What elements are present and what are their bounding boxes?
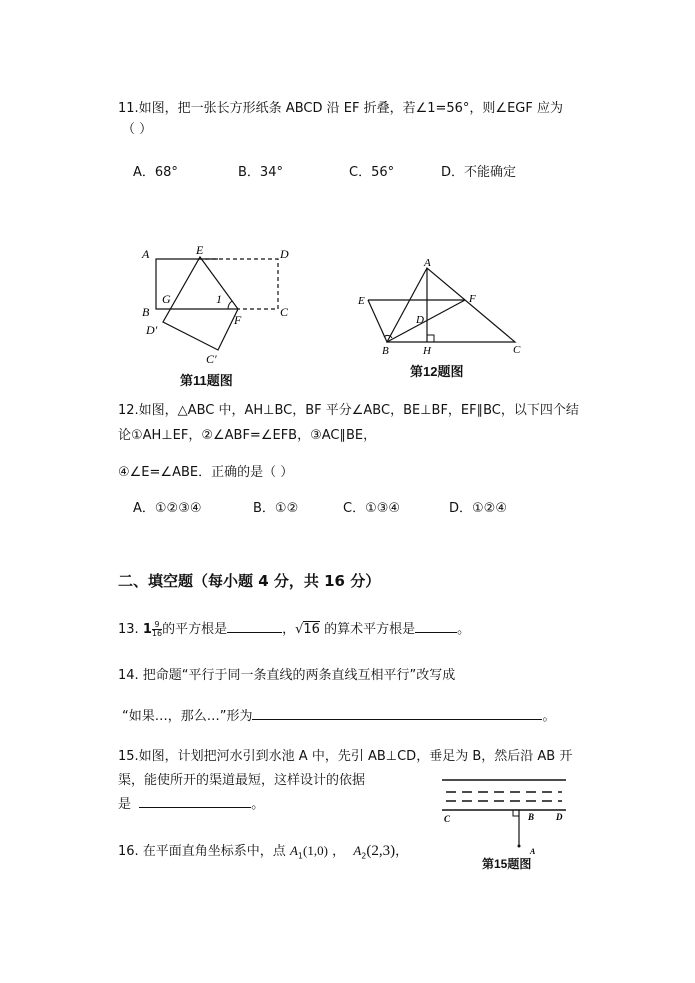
q12-line1: 12.如图，△ABC 中，AH⊥BC，BF 平分∠ABC，BE⊥BF，EF∥BC，以下四个结 — [118, 403, 579, 418]
figure-15-caption: 第15题图 — [482, 857, 532, 871]
q16-a1-coord: (1,0) — [303, 843, 328, 858]
fig12-line-eb — [368, 300, 387, 342]
q16-sep: ， — [332, 844, 346, 859]
q11-line1: 11.如图，把一张长方形纸条 ABCD 沿 EF 折叠，若∠1=56°，则∠EGF 应为 — [118, 101, 563, 116]
fig12-label-e: E — [358, 295, 365, 307]
q13-sqrt-symbol: √ — [295, 622, 304, 637]
fig12-label-c: C — [513, 344, 521, 356]
q13-sqrt-arg: 16 — [303, 622, 320, 637]
q15-end: 。 — [251, 797, 265, 812]
figure-12-caption: 第12题图 — [410, 364, 464, 379]
q16-a1-sub: 1 — [297, 851, 303, 861]
q14-blank[interactable] — [252, 707, 542, 720]
fig15-label-a: A — [530, 847, 536, 856]
q15-line2: 渠，能使所开的渠道最短，这样设计的依据 — [118, 773, 366, 788]
q11-option-d: D．不能确定 — [441, 165, 517, 180]
fig11-folded-part — [163, 257, 238, 350]
q16-a2: A — [353, 843, 362, 858]
fig11-label-f: F — [234, 313, 242, 327]
q14-line1: 14. 把命题“平行于同一条直线的两条直线互相平行”改写成 — [118, 668, 456, 683]
fig11-label-a: A — [142, 247, 150, 261]
q13-end: 。 — [457, 622, 471, 637]
q12-line3: ④∠E=∠ABE．正确的是（ ） — [118, 465, 294, 480]
figure-11-diagram — [138, 240, 298, 370]
q11-option-a: A．68° — [133, 165, 178, 180]
q13-frac-num: 9 — [152, 621, 162, 630]
fig12-label-b: B — [382, 345, 389, 357]
q15-line3-wrap — [118, 793, 264, 812]
figure-15-diagram — [438, 774, 570, 856]
figure-12-diagram — [350, 255, 530, 360]
q16-a2-sub: 2 — [361, 851, 367, 861]
q12-line2: 论①AH⊥EF，②∠ABF=∠EFB，③AC∥BE， — [118, 428, 377, 443]
q16-line — [118, 840, 408, 861]
q16-a2-coord: (2,3) — [366, 843, 396, 859]
fig15-point-a — [518, 845, 521, 848]
q14-line2-wrap — [122, 705, 556, 724]
q14-end: 。 — [542, 709, 556, 724]
q11-option-b: B．34° — [238, 165, 283, 180]
q13-frac-den: 16 — [151, 629, 163, 638]
fig15-right-angle — [513, 810, 519, 816]
fig11-label-dprime: D′ — [146, 323, 158, 337]
fig11-angle-1-arc — [228, 301, 232, 309]
q13-blank-1[interactable] — [227, 620, 282, 633]
q13-blank-2[interactable] — [415, 620, 457, 633]
fig11-label-cprime: C′ — [206, 352, 217, 366]
q15-line3: 是 — [118, 797, 132, 812]
fig12-label-d: D — [416, 314, 424, 326]
q16-a1: A — [289, 843, 298, 858]
q12-option-a: A．①②③④ — [133, 501, 202, 516]
fig11-label-1: 1 — [216, 292, 222, 306]
q11-option-c: C．56° — [349, 165, 395, 180]
q12-option-c: C．①③④ — [343, 501, 401, 516]
q13-text1: 的平方根是 — [162, 622, 228, 637]
q12-option-b: B．①② — [253, 501, 299, 516]
fig11-rect-dashed — [198, 259, 278, 309]
q16-text: 16. 在平面直角坐标系中，点 — [118, 844, 286, 859]
q13-mixed-whole: 1 — [142, 622, 152, 637]
q13-fraction — [152, 621, 162, 638]
fig12-label-a: A — [424, 257, 431, 269]
q13-number: 13. — [118, 622, 139, 637]
fig11-label-c: C — [280, 305, 289, 319]
q13-line — [118, 618, 470, 638]
fig11-label-b: B — [142, 305, 150, 319]
fig11-label-g: G — [162, 292, 171, 306]
fig12-right-angle-h — [427, 335, 434, 342]
fig11-label-e: E — [196, 243, 204, 257]
q14-line2: “如果…，那么…”形为 — [122, 709, 253, 724]
fig15-label-c: C — [444, 814, 451, 824]
q11-answer-bracket: （ ） — [122, 122, 153, 137]
fig15-label-b: B — [528, 812, 535, 822]
q16-end: ， — [395, 844, 409, 859]
q15-line1: 15.如图，计划把河水引到水池 A 中，先引 AB⊥CD，垂足为 B，然后沿 AB 开 — [118, 749, 573, 764]
q12-option-d: D．①②④ — [449, 501, 507, 516]
figure-11-caption: 第11题图 — [180, 373, 233, 388]
fig12-triangle-abc — [387, 268, 515, 342]
fig15-label-d: D — [556, 812, 563, 822]
section-2-title: 二、填空题（每小题 4 分，共 16 分） — [118, 572, 381, 590]
q13-text2: 的算术平方根是 — [319, 622, 416, 637]
q13-sep: ， — [282, 622, 296, 637]
fig12-label-h: H — [423, 345, 431, 357]
fig11-label-d: D — [280, 247, 289, 261]
q15-blank[interactable] — [139, 795, 251, 808]
fig12-label-f: F — [469, 293, 476, 305]
